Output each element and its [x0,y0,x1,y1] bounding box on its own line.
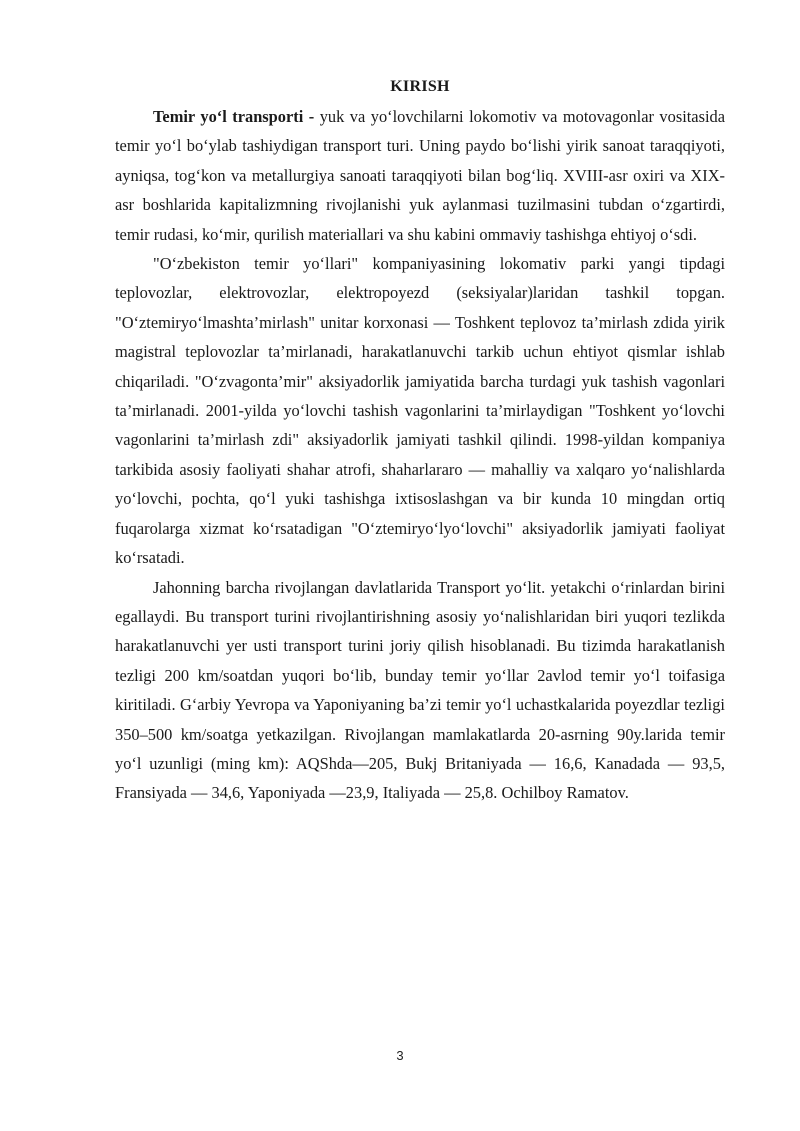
document-title: KIRISH [390,78,450,95]
paragraph-lead-term: Temir yo‘l transporti - [153,107,315,126]
paragraph-text: yuk va yo‘lovchilarni lokomotiv va motovagonlar vositasida temir yo‘l bo‘ylab tashiydigan transport turi. Uning paydo bo‘lishi yirik sanoat taraqqiyoti, ayniqsa, tog‘kon va metallurgiya sanoati taraqqiyoti bilan bog‘liq. XVIII-asr oxiri va XIX-asr boshlarida kapitalizmning rivojlanishi yuk aylanmasi tuzilmasini tubdan o‘zgartirdi, temir rudasi, ko‘mir, qurilish materiallari va shu kabini ommaviy tashishga ehtiyoj o‘sdi. [115,107,725,244]
paragraph-company [115,249,725,572]
paragraph-text: "O‘zbekiston temir yo‘llari" kompaniyasining lokomativ parki yangi tipdagi teplovozlar, elektrovozlar, elektropoyezd (seksiyalar)laridan tashkil topgan. "O‘ztemiryo‘lmashta’mirlash" unitar korxonasi — Toshkent teplovoz ta’mirlash zdida yirik magistral teplovozlar ta’mirlanadi, harakatlanuvchi tarkib uchun ehtiyot qismlar ishlab chiqariladi. "O‘zvagonta’mir" aksiyadorlik jamiyatida barcha turdagi yuk tashish vagonlari ta’mirlanadi. 2001-yilda yo‘lovchi tashish vagonlarini ta’mirlaydigan "Toshkent yo‘lovchi vagonlarini ta’mirlash zdi" aksiyadorlik jamiyati tashkil qilindi. 1998-yildan kompaniya tarkibida asosiy faoliyati shahar atrofi, shaharlararo — mahalliy va xalqaro yo‘nalishlarda yo‘lovchi, pochta, qo‘l yuki tashishga ixtisoslashgan va bir kunda 10 mingdan ortiq fuqarolarga xizmat ko‘rsatadigan "O‘ztemiryo‘lyo‘lovchi" aksiyadorlik jamiyati faoliyat ko‘rsatadi. [115,254,725,568]
paragraph-world [115,573,725,808]
paragraph-intro [115,102,725,249]
page-number: 3 [396,1048,404,1063]
document-page [115,72,725,808]
paragraph-text: Jahonning barcha rivojlangan davlatlarida Transport yo‘lit. yetakchi o‘rinlardan birini egallaydi. Bu transport turini rivojlantirishning asosiy yo‘nalishlaridan biri yuqori tezlikda harakatlanuvchi yer usti transport turini joriy qilish hisoblanadi. Bu tizimda harakatlanish tezligi 200 km/soatdan yuqori bo‘lib, bunday temir yo‘llar 2avlod temir yo‘l toifasiga kiritiladi. G‘arbiy Yevropa va Yaponiyaning ba’zi temir yo‘l uchastkalarida poyezdlar tezligi 350–500 km/soatga yetkazilgan. Rivojlangan mamlakatlarda 20-asrning 90y.larida temir yo‘l uzunligi (ming km): AQShda—205, Bukj Britaniyada — 16,6, Kanadada — 93,5, Fransiyada — 34,6, Yaponiyada —23,9, Italiyada — 25,8. Ochilboy Ramatov. [115,577,725,803]
